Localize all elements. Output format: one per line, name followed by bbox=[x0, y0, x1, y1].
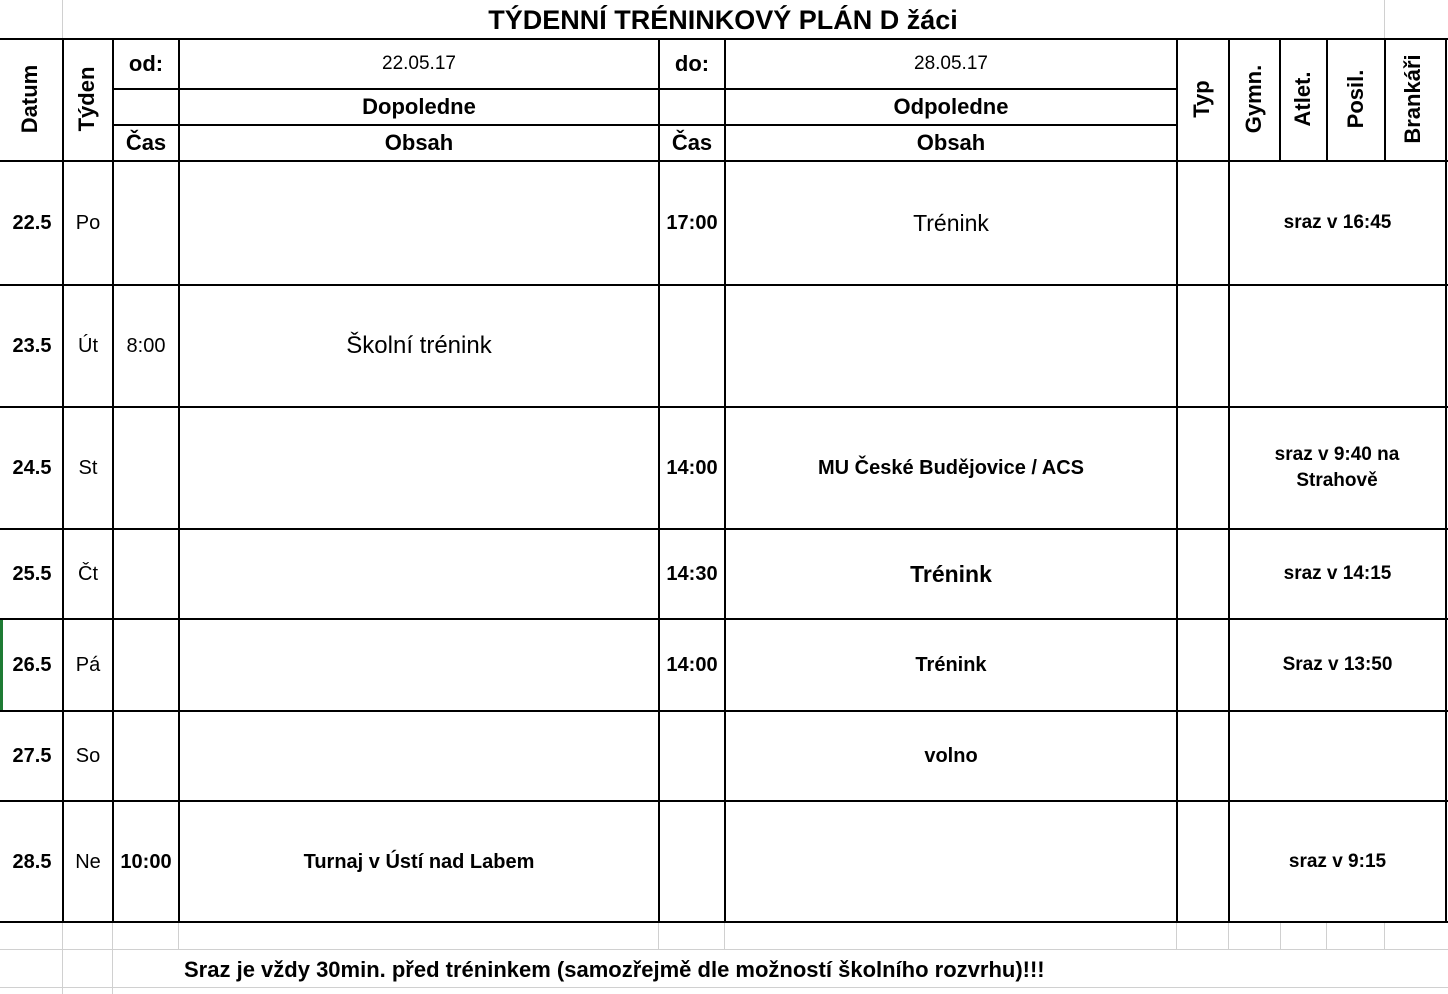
row-content-pm: Trénink bbox=[915, 654, 987, 676]
row-date: 23.5 bbox=[12, 335, 52, 357]
row-content-pm: Trénink bbox=[913, 210, 989, 236]
row-content-am: Školní trénink bbox=[346, 332, 492, 359]
row-time-am bbox=[114, 712, 178, 800]
row-note bbox=[1230, 712, 1445, 800]
row-note: sraz v 9:15 bbox=[1288, 850, 1387, 872]
row-date: 28.5 bbox=[12, 850, 52, 873]
row-content-am bbox=[180, 530, 658, 618]
obsah-am-heading: Obsah bbox=[384, 130, 454, 155]
row-day: Út bbox=[78, 335, 98, 357]
row-date: 25.5 bbox=[12, 563, 52, 585]
row-content-pm bbox=[726, 802, 1176, 921]
row-date: 27.5 bbox=[12, 745, 52, 767]
row-content-am bbox=[180, 620, 658, 710]
row-date: 22.5 bbox=[12, 212, 52, 234]
header-posil: Posil. bbox=[1343, 69, 1368, 129]
header-atlet: Atlet. bbox=[1290, 71, 1315, 127]
row-content-pm: Trénink bbox=[910, 561, 992, 587]
row-time-am: 10:00 bbox=[120, 850, 172, 873]
header-tyden: Týden bbox=[74, 66, 99, 132]
row-note: Sraz v 13:50 bbox=[1282, 654, 1393, 675]
obsah-pm-heading: Obsah bbox=[916, 130, 986, 155]
row-time-pm: 14:00 bbox=[666, 654, 718, 676]
header-brankari: Brankáři bbox=[1400, 54, 1425, 144]
row-time-am bbox=[114, 530, 178, 618]
row-time-am bbox=[114, 620, 178, 710]
dopoledne-heading: Dopoledne bbox=[362, 94, 476, 119]
row-date: 24.5 bbox=[12, 457, 52, 479]
header-datum: Datum bbox=[17, 64, 42, 134]
od-value: 22.05.17 bbox=[382, 53, 456, 74]
row-content-am bbox=[180, 162, 658, 284]
row-day: Pá bbox=[75, 654, 101, 676]
cas-pm-heading: Čas bbox=[671, 130, 713, 155]
row-time-pm bbox=[660, 712, 724, 800]
footer-note: Sraz je vždy 30min. před tréninkem (samozřejmě dle možností školního rozvrhu)!!! bbox=[184, 954, 1284, 986]
row-content-pm bbox=[726, 286, 1176, 406]
row-date: 26.5 bbox=[12, 654, 52, 676]
row-time-am bbox=[114, 408, 178, 528]
row-content-pm: MU České Budějovice / ACS bbox=[817, 457, 1084, 479]
row-time-am: 8:00 bbox=[126, 335, 166, 357]
do-label: do: bbox=[674, 51, 710, 76]
row-time-pm bbox=[660, 802, 724, 921]
row-note: sraz v 14:15 bbox=[1283, 563, 1392, 584]
row-content-pm: volno bbox=[924, 745, 978, 767]
odpoledne-heading: Odpoledne bbox=[893, 94, 1009, 119]
row-day: Po bbox=[75, 212, 101, 234]
do-value: 28.05.17 bbox=[914, 53, 988, 74]
row-day: Ne bbox=[75, 850, 101, 873]
cas-am-heading: Čas bbox=[125, 130, 167, 155]
row-time-pm bbox=[660, 286, 724, 406]
row-content-am: Turnaj v Ústí nad Labem bbox=[303, 850, 535, 873]
row-time-pm: 17:00 bbox=[666, 212, 718, 234]
row-time-am bbox=[114, 162, 178, 284]
row-content-am bbox=[180, 408, 658, 528]
row-note bbox=[1230, 286, 1445, 406]
row-content-am bbox=[180, 712, 658, 800]
header-gymn: Gymn. bbox=[1241, 64, 1266, 134]
page-title: TÝDENNÍ TRÉNINKOVÝ PLÁN D žáci bbox=[488, 5, 958, 35]
row-day: Čt bbox=[78, 563, 98, 585]
row-day: So bbox=[75, 745, 101, 767]
row-note: sraz v 9:40 na Strahově bbox=[1274, 444, 1400, 491]
header-typ: Typ bbox=[1189, 80, 1214, 118]
od-label: od: bbox=[128, 51, 164, 76]
row-note: sraz v 16:45 bbox=[1283, 212, 1392, 233]
row-time-pm: 14:00 bbox=[666, 457, 718, 479]
row-day: St bbox=[78, 457, 98, 479]
row-time-pm: 14:30 bbox=[666, 563, 718, 585]
